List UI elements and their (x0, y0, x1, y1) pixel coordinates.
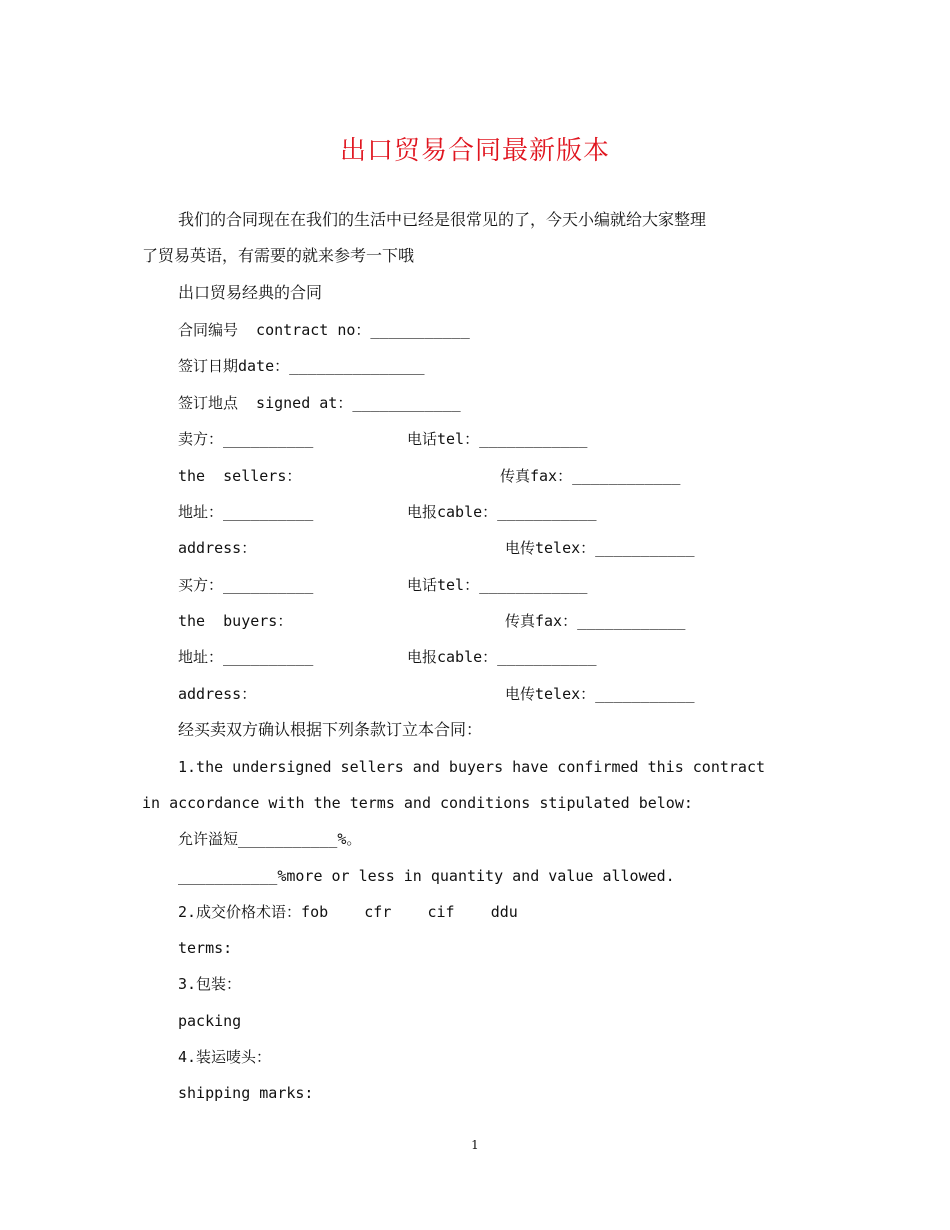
seller-address-en: address： (178, 539, 257, 557)
tolerance-en: ___________%more or less in quantity and value allowed. (178, 867, 675, 885)
buyer-telex: 电传telex：___________ (505, 685, 695, 703)
seller-address-cn: 地址：__________ (178, 503, 314, 521)
intro-line-2: 了贸易英语，有需要的就来参考一下哦 (142, 246, 415, 265)
clause-4-cn: 4.装运唛头： (178, 1048, 272, 1066)
seller-fax: 传真fax：____________ (500, 467, 681, 485)
seller-tel: 电话tel：____________ (407, 430, 588, 448)
buyer-cable: 电报cable：___________ (407, 648, 597, 666)
subtitle: 出口贸易经典的合同 (178, 283, 323, 302)
tolerance-cn: 允许溢短___________%。 (178, 830, 362, 848)
buyer-label: 买方：__________ (178, 576, 314, 594)
clause-1-line-2: in accordance with the terms and conditions stipulated below: (142, 794, 693, 812)
clause-2-en: terms: (178, 939, 233, 957)
document-title: 出口贸易合同最新版本 (339, 136, 610, 166)
contract-number: 合同编号 contract no：___________ (178, 321, 470, 339)
seller-label: 卖方：__________ (178, 430, 314, 448)
intro-line-1: 我们的合同现在在我们的生活中已经是很常见的了，今天小编就给大家整理 (178, 210, 707, 229)
buyer-address-en: address： (178, 685, 257, 703)
clause-3-cn: 3.包装： (178, 975, 242, 993)
buyer-address-cn: 地址：__________ (178, 648, 314, 666)
clause-2-cn: 2.成交价格术语：fob cfr cif ddu (178, 903, 518, 921)
clause-1-line-1: 1.the undersigned sellers and buyers have confirmed this contract (178, 758, 765, 776)
buyer-fax: 传真fax：____________ (505, 612, 686, 630)
seller-telex: 电传telex：___________ (505, 539, 695, 557)
clause-3-en: packing (178, 1012, 242, 1030)
confirm-statement: 经买卖双方确认根据下列条款订立本合同： (178, 720, 483, 739)
the-buyers: the buyers： (178, 612, 293, 630)
the-sellers: the sellers： (178, 467, 302, 485)
buyer-tel: 电话tel：____________ (407, 576, 588, 594)
seller-cable: 电报cable：___________ (407, 503, 597, 521)
sign-date: 签订日期date：_______________ (178, 357, 425, 375)
page-number: 1 (471, 1138, 479, 1152)
clause-4-en: shipping marks: (178, 1084, 314, 1102)
signed-at: 签订地点 signed at：____________ (178, 394, 461, 412)
